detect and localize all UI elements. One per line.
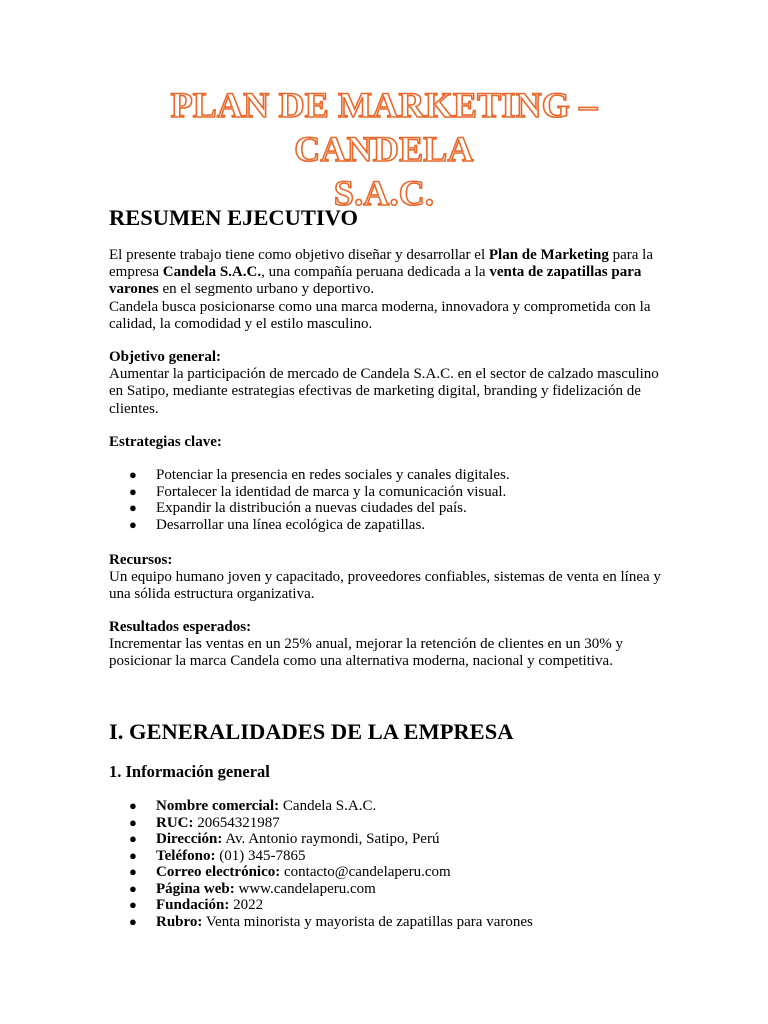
list-item <box>109 517 669 534</box>
info-value: 20654321987 <box>193 814 280 831</box>
info-value: Venta minorista y mayorista de zapatillas para varones <box>202 913 533 930</box>
text-run: , una compañía peruana dedicada a la <box>261 264 490 281</box>
info-value: (01) 345-7865 <box>215 847 306 864</box>
bullet-icon: ● <box>129 798 137 813</box>
subsection-heading-informacion: 1. Información general <box>109 762 270 781</box>
info-label: Teléfono: <box>156 847 216 864</box>
estrategias-label: Estrategias clave: <box>109 434 222 450</box>
info-label: Dirección: <box>156 831 223 847</box>
estrategias-list <box>109 467 669 533</box>
list-item-text: Potenciar la presencia en redes sociales y canales digitales. <box>156 467 510 483</box>
info-item-fundacion <box>109 897 669 914</box>
text-run: en el segmento urbano y deportivo. <box>158 281 375 298</box>
bullet-icon: ● <box>129 483 137 499</box>
section-heading-generalidades: I. GENERALIDADES DE LA EMPRESA <box>109 719 514 744</box>
info-label: Nombre comercial: <box>156 798 280 814</box>
list-item <box>109 467 669 484</box>
objetivo-general <box>109 349 669 418</box>
info-value: contacto@candelaperu.com <box>280 864 451 880</box>
section-heading-resumen: RESUMEN EJECUTIVO <box>109 205 358 230</box>
info-label: RUC: <box>156 814 194 831</box>
info-value: 2022 <box>229 897 264 913</box>
recursos-label: Recursos: <box>109 552 173 568</box>
objetivo-label: Objetivo general: <box>109 349 222 365</box>
resultados-esperados <box>109 619 669 671</box>
recursos <box>109 552 669 604</box>
resumen-paragraph-1 <box>109 247 669 299</box>
info-item-correo <box>109 864 669 881</box>
bullet-icon: ● <box>129 467 137 482</box>
title-line-1: PLAN DE MARKETING – CANDELA <box>170 85 598 169</box>
objetivo-text: Aumentar la participación de mercado de Candela S.A.C. en el sector de calzado masculino en Satipo, mediante estrategias efectivas de marketing digital, branding y fidelización de clientes. <box>109 366 659 417</box>
bullet-icon: ● <box>129 516 137 532</box>
resumen-paragraph-2: Candela busca posicionarse como una marca moderna, innovadora y comprometida con la calidad, la comodidad y el estilo masculino. <box>109 298 651 332</box>
title-line-2: S.A.C. <box>333 173 435 213</box>
list-item-text: Fortalecer la identidad de marca y la comunicación visual. <box>156 483 507 500</box>
bullet-icon: ● <box>129 847 137 863</box>
info-label: Correo electrónico: <box>156 864 281 880</box>
bullet-icon: ● <box>129 880 137 896</box>
resultados-label: Resultados esperados: <box>109 619 252 635</box>
resumen-intro <box>109 247 669 333</box>
bullet-icon: ● <box>129 814 137 830</box>
bullet-icon: ● <box>129 864 137 879</box>
info-item-ruc <box>109 815 669 832</box>
bold-run: Candela S.A.C. <box>162 264 262 281</box>
bullet-icon: ● <box>129 897 137 912</box>
info-item-rubro <box>109 914 669 931</box>
bold-run: venta de zapatillas para varones <box>109 264 642 298</box>
document-title <box>109 83 659 215</box>
info-value: Av. Antonio raymondi, Satipo, Perú <box>222 831 440 847</box>
resultados-text: Incrementar las ventas en un 25% anual, mejorar la retención de clientes en un 30% y posicionar la marca Candela como una alternativa moderna, nacional y competitiva. <box>109 636 623 670</box>
bullet-icon: ● <box>129 500 137 515</box>
info-value: Candela S.A.C. <box>279 798 377 814</box>
list-item <box>109 500 669 517</box>
info-value: www.candelaperu.com <box>234 880 376 897</box>
info-item-nombre <box>109 798 669 815</box>
bold-run: Plan de Marketing <box>488 247 609 263</box>
info-label: Página web: <box>156 880 235 897</box>
text-run: El presente trabajo tiene como objetivo diseñar y desarrollar el <box>109 247 489 263</box>
list-item <box>109 484 669 501</box>
info-item-telefono <box>109 848 669 865</box>
info-item-direccion <box>109 831 669 848</box>
bullet-icon: ● <box>129 831 137 846</box>
text-run: para la empresa <box>109 247 653 281</box>
info-item-web <box>109 881 669 898</box>
info-label: Rubro: <box>156 913 203 930</box>
info-label: Fundación: <box>156 897 230 913</box>
recursos-text: Un equipo humano joven y capacitado, proveedores confiables, sistemas de venta en línea y una sólida estructura organizativa. <box>109 569 661 603</box>
informacion-list <box>109 798 669 930</box>
list-item-text: Expandir la distribución a nuevas ciudades del país. <box>156 500 467 516</box>
estrategias-clave <box>109 434 669 451</box>
list-item-text: Desarrollar una línea ecológica de zapatillas. <box>156 516 426 533</box>
bullet-icon: ● <box>129 913 137 929</box>
